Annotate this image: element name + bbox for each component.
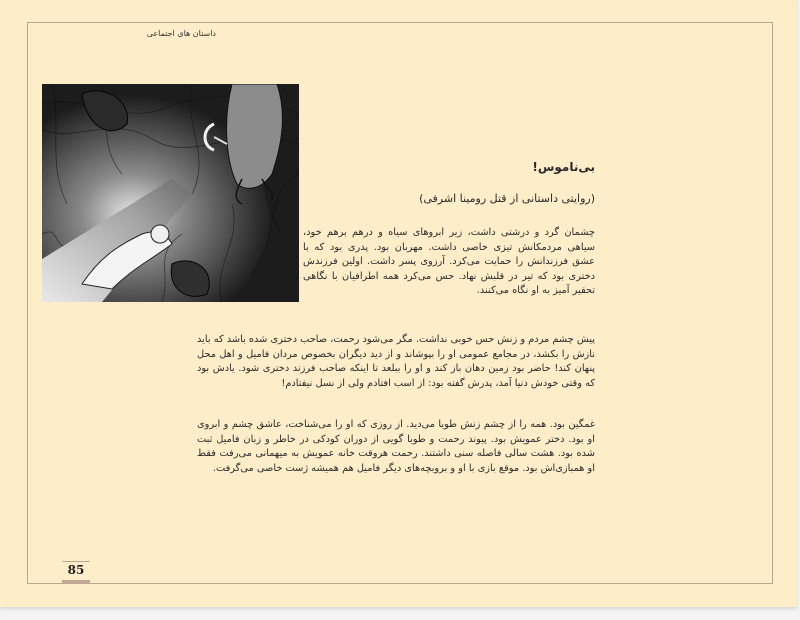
paragraph-2: پیش چشم مردم و زنش حس خوبی نداشت. مگر می‌شود رحمت، صاحب دختری شده باشد که باید نازش را بکشد، در مجامع عمومی او را بپوشاند و از دید دیگران بخصوص مردان فامیل و اهل محل پنهان کند! حاضر بود زمین دهان باز کند و او را ببلعد تا اینکه صاحب فرزند دختری شود. یادش بود که وقتی خودش دنیا آمد، پدرش گفته بود: از اسب افتادم ولی از نسل نیفتادم! <box>197 334 595 389</box>
paragraph-3: غمگین بود. همه را از چشم زنش طوبا می‌دید. از روزی که او را می‌شناخت، عاشق چشم و ابروی او بود. دختر عمویش بود. پیوند رحمت و طوبا گویی از دوران کودکی در خاطر و زبان فامیل ثبت شده بود. هشت سالی فاصله سنی داشتند. رحمت هروقت خانه عمویش به میهمانی می‌رفت فقط او همبازی‌اش بود. موقع بازی با او و بروبچه‌های دیگر فامیل هم همیشه ژست خاصی می‌گرفت. <box>197 419 595 474</box>
paragraph-1: چشمان گرد و درشتی داشت، زیر ابروهای سیاه و درهم برهم خود، سیاهی مردمکانش تیزی خاصی داشت. مهربان بود. پدری بود که با عشق فرزندانش را حمایت می‌کرد. آرزوی پسر داشت. اولین فرزندش دختری بود که تیر در قلبش نهاد. حس می‌کرد همه اطرافیان با نگاهی تحقیر آمیز به او نگاه می‌کنند. <box>303 227 595 297</box>
story-subtitle: (روایتی داستانی از قتل رومینا اشرفی) <box>419 192 595 205</box>
illustration-drawing <box>42 84 299 302</box>
page-number: 85 <box>67 563 85 577</box>
page-number-rule-bottom <box>62 580 90 583</box>
page-number-rule-top <box>62 561 90 562</box>
story-title: بی‌ناموس! <box>532 160 595 174</box>
story-illustration <box>42 84 299 302</box>
running-header: داستان های اجتماعی <box>146 29 216 38</box>
